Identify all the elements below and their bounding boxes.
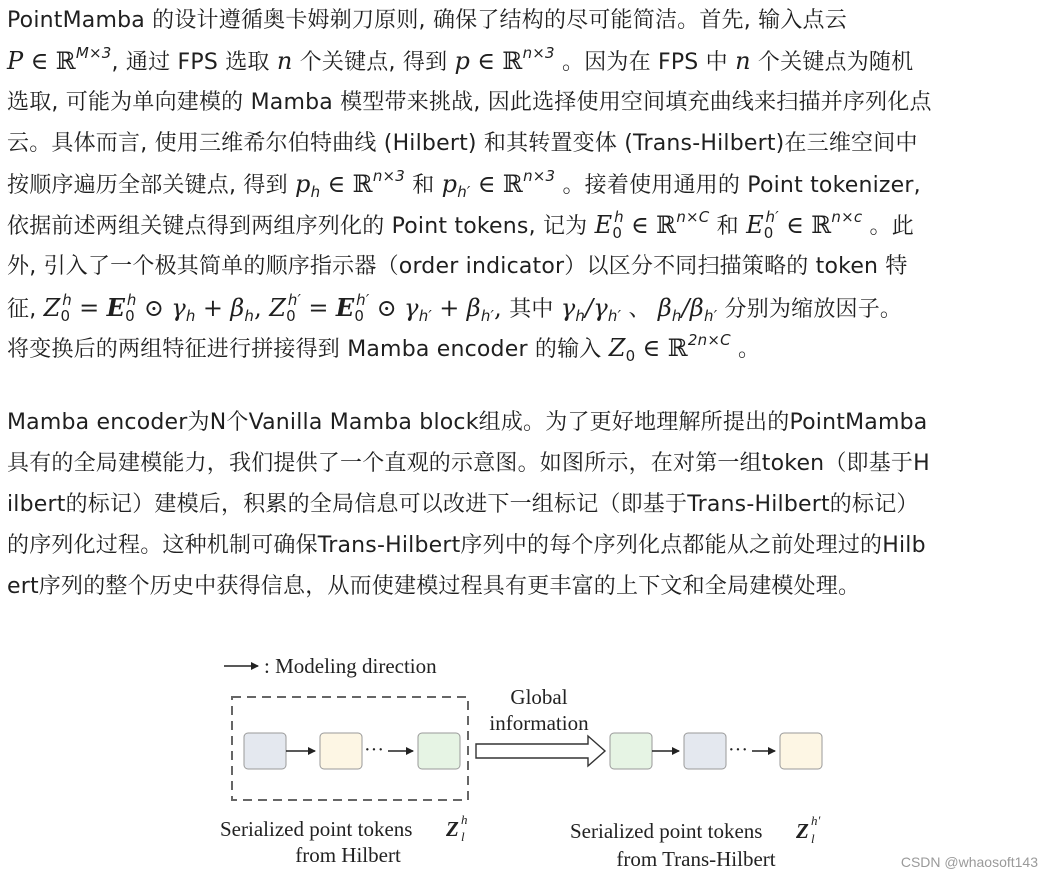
- watermark: CSDN @whaosoft143: [900, 854, 1038, 870]
- p1-line-8: 征, $Z_0^h = E_0^h$ ⊙ $\gamma_h + \beta_h$, $Z_0^{h'} = E_0^{h'}$ ⊙ $\gamma_{h'} + \beta_{h'}$, 其中 $\gamma_h/\gamma_{h'}$ 、 $\beta_h/\beta_{h'}$ 分别为缩放因子。: [7, 291, 903, 325]
- token-yellow: [320, 733, 362, 769]
- trans-hilbert-caption-line-1: Serialized point tokens: [570, 819, 763, 843]
- p2-line-1: Mamba encoder为N个Vanilla Mamba block组成。为了更好地理解所提出的PointMamba: [7, 410, 928, 435]
- modeling-diagram: [200, 640, 860, 878]
- hilbert-symbol-sup: h: [461, 812, 468, 827]
- trans-hilbert-caption-line-2: from Trans-Hilbert: [616, 847, 776, 871]
- global-information-arrow-icon: [476, 736, 605, 766]
- trans-hilbert-symbol: Z: [796, 819, 809, 843]
- global-label-1: Global: [510, 685, 568, 709]
- trans-hilbert-symbol-sup: h′: [811, 813, 821, 828]
- diagram-svg: [200, 640, 860, 878]
- hilbert-caption: [220, 812, 468, 867]
- p2-line-2: 具有的全局建模能力，我们提供了一个直观的示意图。如图所示，在对第一组token（即基于H: [7, 451, 930, 476]
- hilbert-symbol: Z: [446, 817, 459, 841]
- trans-hilbert-symbol-sub: l: [811, 831, 815, 846]
- global-label-2: information: [489, 711, 589, 735]
- p2-line-4: 的序列化过程。这种机制可确保Trans-Hilbert序列中的每个序列化点都能从之前处理过的Hilb: [7, 533, 926, 558]
- legend: [224, 654, 437, 678]
- token-green: [418, 733, 460, 769]
- p2-line-5: ert序列的整个历史中获得信息，从而使建模过程具有更丰富的上下文和全局建模处理。: [7, 574, 861, 599]
- ellipsis: ···: [364, 739, 384, 761]
- p1-line-2: P ∈ ℝ$^{M\times 3}$, 通过 FPS 选取 n 个关键点, 得到 p ∈ ℝ$^{n\times 3}$ 。因为在 FPS 中 n 个关键点为随机: [7, 44, 914, 75]
- hilbert-symbol-sub: l: [461, 829, 465, 844]
- token-yellow: [780, 733, 822, 769]
- token-blue: [684, 733, 726, 769]
- p1-line-3: 选取, 可能为单向建模的 Mamba 模型带来挑战, 因此选择使用空间填充曲线来扫描并序列化点: [7, 90, 932, 115]
- p1-line-9: 将变换后的两组特征进行拼接得到 Mamba encoder 的输入 $Z_0$ ∈ ℝ$^{2n\times C}$ 。: [7, 331, 761, 365]
- token-blue: [244, 733, 286, 769]
- p2-line-3: ilbert的标记）建模后，积累的全局信息可以改进下一组标记（即基于Trans-Hilbert的标记）: [7, 492, 919, 517]
- p1-line-5: 按顺序遍历全部关键点, 得到 $p_h$ ∈ ℝ$^{n\times 3}$ 和 $p_{h'}$ ∈ ℝ$^{n\times 3}$ 。接着使用通用的 Point tokenizer,: [7, 167, 921, 201]
- hilbert-caption-line-1: Serialized point tokens: [220, 817, 413, 841]
- p1-line-7: 外, 引入了一个极其简单的顺序指示器（order indicator）以区分不同扫描策略的 token 特: [7, 254, 908, 279]
- p1-line-6: 依据前述两组关键点得到两组序列化的 Point tokens, 记为 $E_0^h$ ∈ ℝ$^{n\times C}$ 和 $E_0^{h'}$ ∈ ℝ$^{n\times c}$ 。此: [7, 208, 914, 242]
- legend-text: : Modeling direction: [264, 654, 437, 678]
- ellipsis: ···: [728, 739, 748, 761]
- hilbert-caption-line-2: from Hilbert: [295, 843, 401, 867]
- trans-hilbert-caption: [570, 813, 821, 871]
- p1-line-1: PointMamba 的设计遵循奥卡姆剃刀原则, 确保了结构的尽可能简洁。首先, 输入点云: [7, 8, 847, 33]
- p1-line-4: 云。具体而言, 使用三维希尔伯特曲线 (Hilbert) 和其转置变体 (Trans-Hilbert)在三维空间中: [7, 131, 918, 156]
- token-green: [610, 733, 652, 769]
